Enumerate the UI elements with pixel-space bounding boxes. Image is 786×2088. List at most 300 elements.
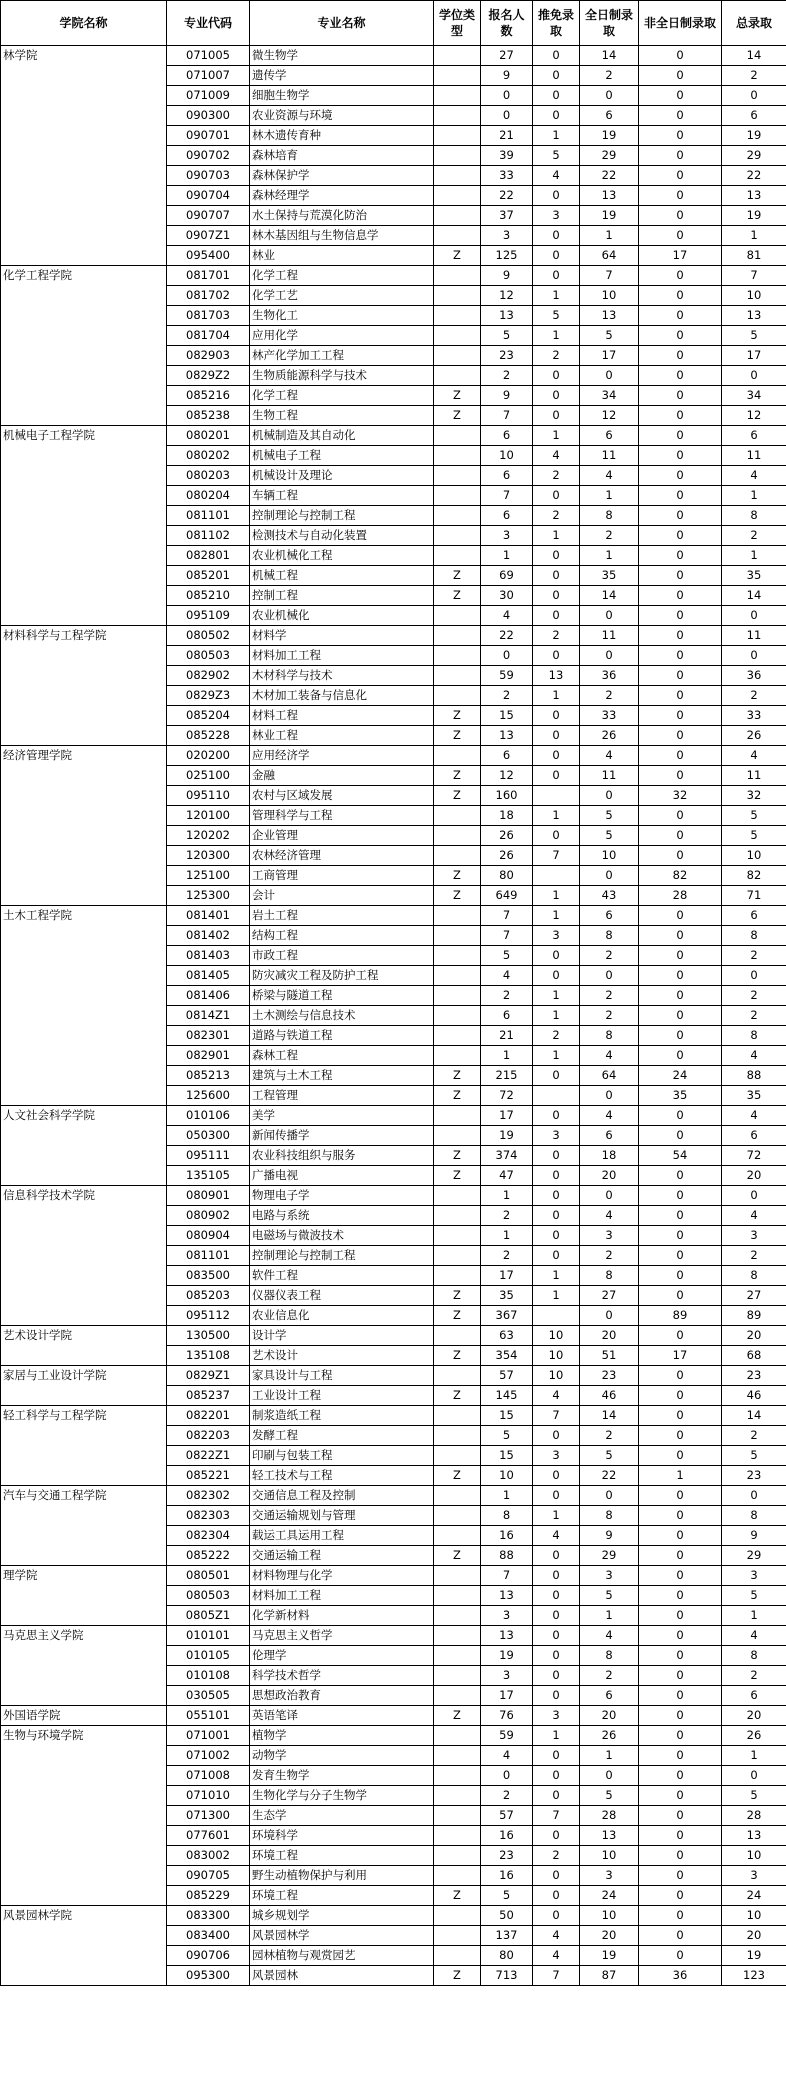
applicants-cell: 160 (481, 786, 533, 806)
fulltime-cell: 22 (580, 166, 639, 186)
college-cell (1, 806, 167, 826)
total-cell: 13 (722, 306, 786, 326)
table-row (1, 606, 786, 626)
degree-type-cell (434, 986, 481, 1006)
code-cell: 080503 (167, 1586, 250, 1606)
degree-type-cell: Z (434, 386, 481, 406)
fulltime-cell: 10 (580, 286, 639, 306)
college-cell (1, 966, 167, 986)
table-row (1, 1826, 786, 1846)
college-cell (1, 1026, 167, 1046)
fulltime-cell: 20 (580, 1926, 639, 1946)
degree-type-cell (434, 326, 481, 346)
applicants-cell: 15 (481, 1446, 533, 1466)
degree-type-cell (434, 306, 481, 326)
fulltime-cell: 20 (580, 1166, 639, 1186)
table-row (1, 206, 786, 226)
total-cell: 19 (722, 126, 786, 146)
major-cell: 机械设计及理论 (250, 466, 434, 486)
degree-type-cell (434, 426, 481, 446)
major-cell: 植物学 (250, 1726, 434, 1746)
major-cell: 生物工程 (250, 406, 434, 426)
code-cell: 082301 (167, 1026, 250, 1046)
degree-type-cell (434, 1186, 481, 1206)
college-cell (1, 186, 167, 206)
major-cell: 设计学 (250, 1326, 434, 1346)
major-cell: 风景园林学 (250, 1926, 434, 1946)
applicants-cell: 57 (481, 1366, 533, 1386)
code-cell: 080203 (167, 466, 250, 486)
total-cell: 17 (722, 346, 786, 366)
code-cell: 081102 (167, 526, 250, 546)
major-cell: 软件工程 (250, 1266, 434, 1286)
fulltime-cell: 27 (580, 1286, 639, 1306)
degree-type-cell (434, 806, 481, 826)
column-header-total: 总录取 (722, 1, 786, 46)
parttime-cell: 0 (639, 546, 722, 566)
exempt-cell: 10 (533, 1366, 580, 1386)
college-cell (1, 86, 167, 106)
code-cell: 050300 (167, 1126, 250, 1146)
total-cell: 36 (722, 666, 786, 686)
degree-type-cell (434, 266, 481, 286)
table-row (1, 566, 786, 586)
applicants-cell: 18 (481, 806, 533, 826)
major-cell: 美学 (250, 1106, 434, 1126)
parttime-cell: 54 (639, 1146, 722, 1166)
applicants-cell: 1 (481, 1226, 533, 1246)
table-row (1, 1286, 786, 1306)
table-row (1, 1486, 786, 1506)
code-cell: 071300 (167, 1806, 250, 1826)
total-cell: 2 (722, 66, 786, 86)
table-row (1, 626, 786, 646)
parttime-cell: 0 (639, 166, 722, 186)
degree-type-cell (434, 1446, 481, 1466)
fulltime-cell: 5 (580, 806, 639, 826)
exempt-cell: 1 (533, 1506, 580, 1526)
degree-type-cell (434, 946, 481, 966)
table-row (1, 1386, 786, 1406)
code-cell: 081704 (167, 326, 250, 346)
major-cell: 发酵工程 (250, 1426, 434, 1446)
exempt-cell: 3 (533, 1446, 580, 1466)
parttime-cell: 0 (639, 1786, 722, 1806)
fulltime-cell: 28 (580, 1806, 639, 1826)
table-row (1, 66, 786, 86)
code-cell: 071010 (167, 1786, 250, 1806)
college-cell: 理学院 (1, 1566, 167, 1586)
college-cell: 风景园林学院 (1, 1906, 167, 1926)
applicants-cell: 16 (481, 1526, 533, 1546)
parttime-cell: 0 (639, 1046, 722, 1066)
table-row (1, 86, 786, 106)
exempt-cell: 0 (533, 1786, 580, 1806)
fulltime-cell: 26 (580, 1726, 639, 1746)
college-cell (1, 706, 167, 726)
exempt-cell: 2 (533, 1846, 580, 1866)
table-row (1, 946, 786, 966)
fulltime-cell: 2 (580, 526, 639, 546)
applicants-cell: 5 (481, 1886, 533, 1906)
code-cell: 0829Z1 (167, 1366, 250, 1386)
fulltime-cell: 4 (580, 466, 639, 486)
college-cell (1, 526, 167, 546)
degree-type-cell (434, 686, 481, 706)
applicants-cell: 137 (481, 1926, 533, 1946)
major-cell: 化学新材料 (250, 1606, 434, 1626)
applicants-cell: 17 (481, 1686, 533, 1706)
degree-type-cell (434, 166, 481, 186)
fulltime-cell: 10 (580, 1906, 639, 1926)
exempt-cell: 0 (533, 246, 580, 266)
fulltime-cell: 10 (580, 846, 639, 866)
major-cell: 林业 (250, 246, 434, 266)
major-cell: 动物学 (250, 1746, 434, 1766)
exempt-cell: 0 (533, 746, 580, 766)
applicants-cell: 0 (481, 106, 533, 126)
exempt-cell: 0 (533, 706, 580, 726)
major-cell: 广播电视 (250, 1166, 434, 1186)
applicants-cell: 12 (481, 766, 533, 786)
applicants-cell: 19 (481, 1646, 533, 1666)
fulltime-cell: 8 (580, 1506, 639, 1526)
college-cell: 生物与环境学院 (1, 1726, 167, 1746)
exempt-cell: 3 (533, 1706, 580, 1726)
table-row (1, 1586, 786, 1606)
degree-type-cell (434, 666, 481, 686)
major-cell: 马克思主义哲学 (250, 1626, 434, 1646)
code-cell: 055101 (167, 1706, 250, 1726)
applicants-cell: 21 (481, 126, 533, 146)
college-cell (1, 506, 167, 526)
college-cell (1, 766, 167, 786)
total-cell: 29 (722, 146, 786, 166)
code-cell: 0822Z1 (167, 1446, 250, 1466)
degree-type-cell (434, 346, 481, 366)
code-cell: 125300 (167, 886, 250, 906)
table-row (1, 886, 786, 906)
exempt-cell: 0 (533, 1586, 580, 1606)
total-cell: 3 (722, 1566, 786, 1586)
code-cell: 080202 (167, 446, 250, 466)
degree-type-cell: Z (434, 1346, 481, 1366)
college-cell (1, 246, 167, 266)
parttime-cell: 0 (639, 1006, 722, 1026)
fulltime-cell: 29 (580, 1546, 639, 1566)
applicants-cell: 215 (481, 1066, 533, 1086)
college-cell: 材料科学与工程学院 (1, 626, 167, 646)
total-cell: 26 (722, 726, 786, 746)
fulltime-cell: 1 (580, 1606, 639, 1626)
total-cell: 4 (722, 746, 786, 766)
code-cell: 085222 (167, 1546, 250, 1566)
college-cell (1, 326, 167, 346)
table-row (1, 1106, 786, 1126)
exempt-cell: 0 (533, 1106, 580, 1126)
degree-type-cell (434, 226, 481, 246)
college-cell (1, 1066, 167, 1086)
total-cell: 71 (722, 886, 786, 906)
code-cell: 082801 (167, 546, 250, 566)
exempt-cell: 0 (533, 1566, 580, 1586)
table-row (1, 46, 786, 66)
degree-type-cell (434, 1726, 481, 1746)
college-cell (1, 1806, 167, 1826)
total-cell: 9 (722, 1526, 786, 1546)
code-cell: 090701 (167, 126, 250, 146)
table-row (1, 1746, 786, 1766)
total-cell: 24 (722, 1886, 786, 1906)
total-cell: 1 (722, 1746, 786, 1766)
parttime-cell: 0 (639, 1666, 722, 1686)
total-cell: 72 (722, 1146, 786, 1166)
major-cell: 材料学 (250, 626, 434, 646)
major-cell: 仪器仪表工程 (250, 1286, 434, 1306)
exempt-cell: 7 (533, 1966, 580, 1986)
applicants-cell: 19 (481, 1126, 533, 1146)
fulltime-cell: 0 (580, 1306, 639, 1326)
major-cell: 电路与系统 (250, 1206, 434, 1226)
degree-type-cell (434, 466, 481, 486)
total-cell: 0 (722, 86, 786, 106)
major-cell: 化学工程 (250, 386, 434, 406)
code-cell: 083400 (167, 1926, 250, 1946)
major-cell: 应用化学 (250, 326, 434, 346)
table-row (1, 1306, 786, 1326)
exempt-cell: 1 (533, 526, 580, 546)
degree-type-cell: Z (434, 1886, 481, 1906)
major-cell: 科学技术哲学 (250, 1666, 434, 1686)
exempt-cell: 0 (533, 1486, 580, 1506)
fulltime-cell: 23 (580, 1366, 639, 1386)
parttime-cell: 0 (639, 186, 722, 206)
total-cell: 11 (722, 446, 786, 466)
parttime-cell: 0 (639, 506, 722, 526)
exempt-cell: 0 (533, 1166, 580, 1186)
exempt-cell: 5 (533, 306, 580, 326)
college-cell (1, 1206, 167, 1226)
total-cell: 0 (722, 606, 786, 626)
total-cell: 1 (722, 486, 786, 506)
degree-type-cell (434, 1906, 481, 1926)
table-row (1, 546, 786, 566)
parttime-cell: 0 (639, 1026, 722, 1046)
code-cell: 082203 (167, 1426, 250, 1446)
parttime-cell: 0 (639, 1246, 722, 1266)
exempt-cell: 0 (533, 1746, 580, 1766)
college-cell (1, 1126, 167, 1146)
applicants-cell: 80 (481, 1946, 533, 1966)
code-cell: 125600 (167, 1086, 250, 1106)
parttime-cell: 0 (639, 906, 722, 926)
total-cell: 1 (722, 226, 786, 246)
college-cell (1, 166, 167, 186)
fulltime-cell: 8 (580, 1646, 639, 1666)
parttime-cell: 0 (639, 206, 722, 226)
college-cell: 林学院 (1, 46, 167, 66)
total-cell: 0 (722, 366, 786, 386)
degree-type-cell (434, 1846, 481, 1866)
fulltime-cell: 18 (580, 1146, 639, 1166)
code-cell: 082304 (167, 1526, 250, 1546)
applicants-cell: 22 (481, 626, 533, 646)
college-cell (1, 1266, 167, 1286)
fulltime-cell: 13 (580, 1826, 639, 1846)
code-cell: 020200 (167, 746, 250, 766)
applicants-cell: 4 (481, 1746, 533, 1766)
total-cell: 2 (722, 526, 786, 546)
table-row (1, 1566, 786, 1586)
applicants-cell: 2 (481, 366, 533, 386)
code-cell: 083500 (167, 1266, 250, 1286)
table-row (1, 1966, 786, 1986)
major-cell: 遗传学 (250, 66, 434, 86)
degree-type-cell (434, 506, 481, 526)
table-row (1, 766, 786, 786)
major-cell: 细胞生物学 (250, 86, 434, 106)
college-cell (1, 546, 167, 566)
fulltime-cell: 6 (580, 1686, 639, 1706)
fulltime-cell: 3 (580, 1566, 639, 1586)
total-cell: 6 (722, 106, 786, 126)
major-cell: 土木测绘与信息技术 (250, 1006, 434, 1026)
applicants-cell: 10 (481, 446, 533, 466)
table-row (1, 1446, 786, 1466)
parttime-cell: 0 (639, 326, 722, 346)
degree-type-cell (434, 1766, 481, 1786)
college-cell: 经济管理学院 (1, 746, 167, 766)
applicants-cell: 12 (481, 286, 533, 306)
fulltime-cell: 1 (580, 486, 639, 506)
degree-type-cell: Z (434, 1146, 481, 1166)
applicants-cell: 33 (481, 166, 533, 186)
degree-type-cell: Z (434, 1966, 481, 1986)
college-cell (1, 1926, 167, 1946)
fulltime-cell: 43 (580, 886, 639, 906)
parttime-cell: 0 (639, 666, 722, 686)
fulltime-cell: 3 (580, 1866, 639, 1886)
parttime-cell: 0 (639, 606, 722, 626)
fulltime-cell: 20 (580, 1326, 639, 1346)
total-cell: 8 (722, 506, 786, 526)
parttime-cell: 0 (639, 406, 722, 426)
code-cell: 095300 (167, 1966, 250, 1986)
total-cell: 3 (722, 1866, 786, 1886)
exempt-cell: 0 (533, 606, 580, 626)
code-cell: 085210 (167, 586, 250, 606)
degree-type-cell (434, 146, 481, 166)
fulltime-cell: 10 (580, 1846, 639, 1866)
total-cell: 34 (722, 386, 786, 406)
exempt-cell: 0 (533, 66, 580, 86)
fulltime-cell: 0 (580, 1086, 639, 1106)
major-cell: 生态学 (250, 1806, 434, 1826)
fulltime-cell: 1 (580, 226, 639, 246)
code-cell: 081402 (167, 926, 250, 946)
exempt-cell: 1 (533, 1046, 580, 1066)
header-row (1, 1, 786, 46)
applicants-cell: 7 (481, 406, 533, 426)
degree-type-cell (434, 1326, 481, 1346)
major-cell: 农林经济管理 (250, 846, 434, 866)
applicants-cell: 2 (481, 1786, 533, 1806)
degree-type-cell (434, 1606, 481, 1626)
applicants-cell: 374 (481, 1146, 533, 1166)
applicants-cell: 2 (481, 1206, 533, 1226)
fulltime-cell: 0 (580, 86, 639, 106)
table-row (1, 326, 786, 346)
major-cell: 会计 (250, 886, 434, 906)
code-cell: 081701 (167, 266, 250, 286)
college-cell (1, 726, 167, 746)
exempt-cell: 1 (533, 986, 580, 1006)
code-cell: 0814Z1 (167, 1006, 250, 1026)
college-cell: 外国语学院 (1, 1706, 167, 1726)
major-cell: 微生物学 (250, 46, 434, 66)
degree-type-cell (434, 606, 481, 626)
applicants-cell: 59 (481, 1726, 533, 1746)
table-row (1, 726, 786, 746)
applicants-cell: 17 (481, 1106, 533, 1126)
applicants-cell: 10 (481, 1466, 533, 1486)
college-cell: 土木工程学院 (1, 906, 167, 926)
total-cell: 32 (722, 786, 786, 806)
fulltime-cell: 3 (580, 1226, 639, 1246)
total-cell: 20 (722, 1706, 786, 1726)
parttime-cell: 0 (639, 1506, 722, 1526)
total-cell: 8 (722, 926, 786, 946)
parttime-cell: 0 (639, 146, 722, 166)
major-cell: 桥梁与隧道工程 (250, 986, 434, 1006)
fulltime-cell: 14 (580, 46, 639, 66)
code-cell: 025100 (167, 766, 250, 786)
code-cell: 090300 (167, 106, 250, 126)
total-cell: 19 (722, 1946, 786, 1966)
fulltime-cell: 20 (580, 1706, 639, 1726)
code-cell: 071001 (167, 1726, 250, 1746)
code-cell: 071009 (167, 86, 250, 106)
degree-type-cell (434, 1626, 481, 1646)
exempt-cell: 7 (533, 846, 580, 866)
exempt-cell: 0 (533, 1666, 580, 1686)
exempt-cell: 1 (533, 1006, 580, 1026)
fulltime-cell: 64 (580, 246, 639, 266)
applicants-cell: 15 (481, 706, 533, 726)
fulltime-cell: 1 (580, 1746, 639, 1766)
exempt-cell: 0 (533, 646, 580, 666)
major-cell: 林产化学加工工程 (250, 346, 434, 366)
exempt-cell: 2 (533, 466, 580, 486)
major-cell: 应用经济学 (250, 746, 434, 766)
code-cell: 081405 (167, 966, 250, 986)
college-cell (1, 826, 167, 846)
exempt-cell: 1 (533, 686, 580, 706)
fulltime-cell: 9 (580, 1526, 639, 1546)
parttime-cell: 0 (639, 1526, 722, 1546)
column-header-major: 专业名称 (250, 1, 434, 46)
fulltime-cell: 24 (580, 1886, 639, 1906)
applicants-cell: 9 (481, 266, 533, 286)
parttime-cell: 0 (639, 1766, 722, 1786)
major-cell: 生物质能源科学与技术 (250, 366, 434, 386)
exempt-cell: 1 (533, 1726, 580, 1746)
parttime-cell: 0 (639, 1846, 722, 1866)
total-cell: 0 (722, 966, 786, 986)
major-cell: 机械工程 (250, 566, 434, 586)
degree-type-cell (434, 1406, 481, 1426)
applicants-cell: 5 (481, 326, 533, 346)
